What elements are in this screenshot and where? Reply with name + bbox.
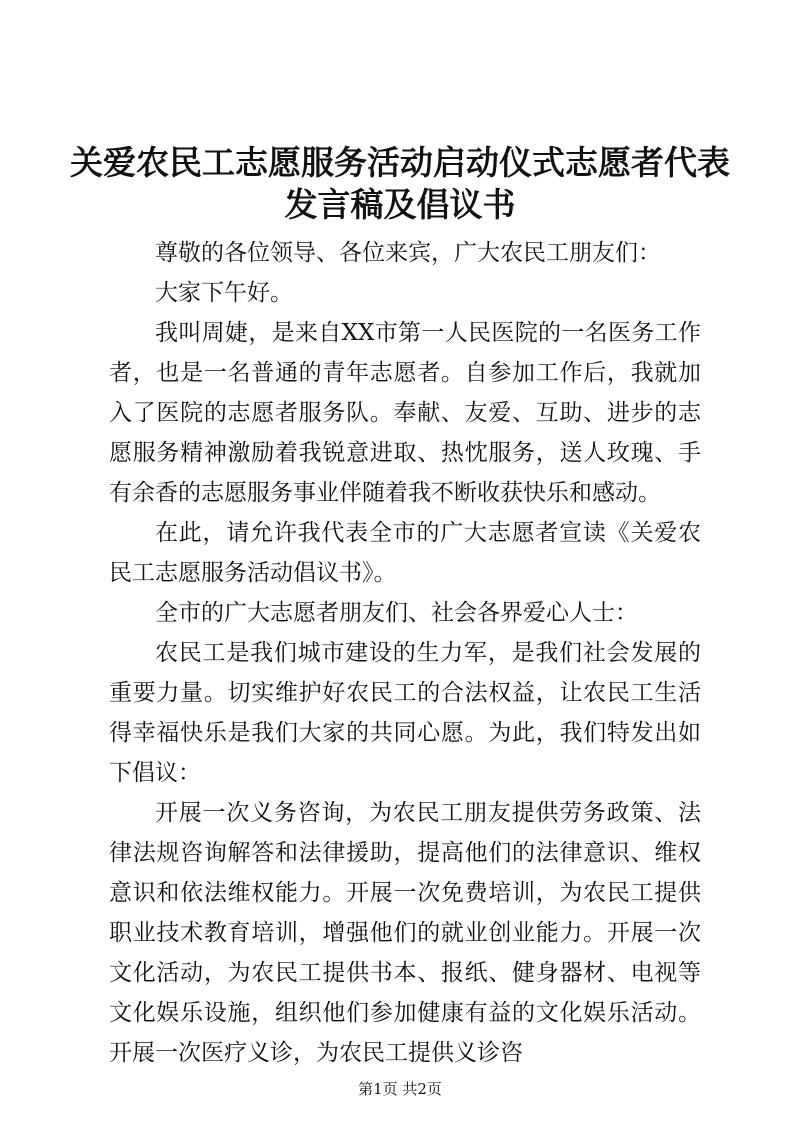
salutation-paragraph: 尊敬的各位领导、各位来宾，广大农民工朋友们： <box>155 240 661 266</box>
self-introduction-paragraph: 我叫周婕，是来自XX市第一人民医院的一名医务工作者，也是一名普通的青年志愿者。自参加工作后，我就加入了医院的志愿者服务队。奉献、友爱、互助、进步的志愿服务精神激励着我锐意进取、热忱服务，送人玫瑰、手有余香的志愿服务事业伴随着我不断收获快乐和感动。 <box>109 320 701 506</box>
document-body <box>109 233 701 1073</box>
greeting-paragraph: 大家下午好。 <box>155 280 293 306</box>
title-line-1: 关爱农民工志愿服务活动启动仪式志愿者代表 <box>70 143 730 182</box>
proposal-intro-paragraph: 在此，请允许我代表全市的广大志愿者宣读《关爱农民工志愿服务活动倡议书》。 <box>109 520 701 586</box>
proposal-background-paragraph: 农民工是我们城市建设的生力军，是我们社会发展的重要力量。切实维护好农民工的合法权益，让农民工生活得幸福快乐是我们大家的共同心愿。为此，我们特发出如下倡议： <box>109 640 701 786</box>
title-line-2: 发言稿及倡议书 <box>284 185 516 224</box>
proposal-salutation-paragraph: 全市的广大志愿者朋友们、社会各界爱心人士： <box>155 600 638 626</box>
page-number-footer: 第1页 共2页 <box>358 1080 442 1098</box>
proposal-actions-paragraph: 开展一次义务咨询，为农民工朋友提供劳务政策、法律法规咨询解答和法律援助，提高他们的法律意识、维权意识和依法维权能力。开展一次免费培训，为农民工提供职业技术教育培训，增强他们的就业创业能力。开展一次文化活动，为农民工提供书本、报纸、健身器材、电视等文化娱乐设施，组织他们参加健康有益的文化娱乐活动。开展一次医疗义诊，为农民工提供义诊咨 <box>109 800 701 1066</box>
document-title <box>60 142 740 226</box>
